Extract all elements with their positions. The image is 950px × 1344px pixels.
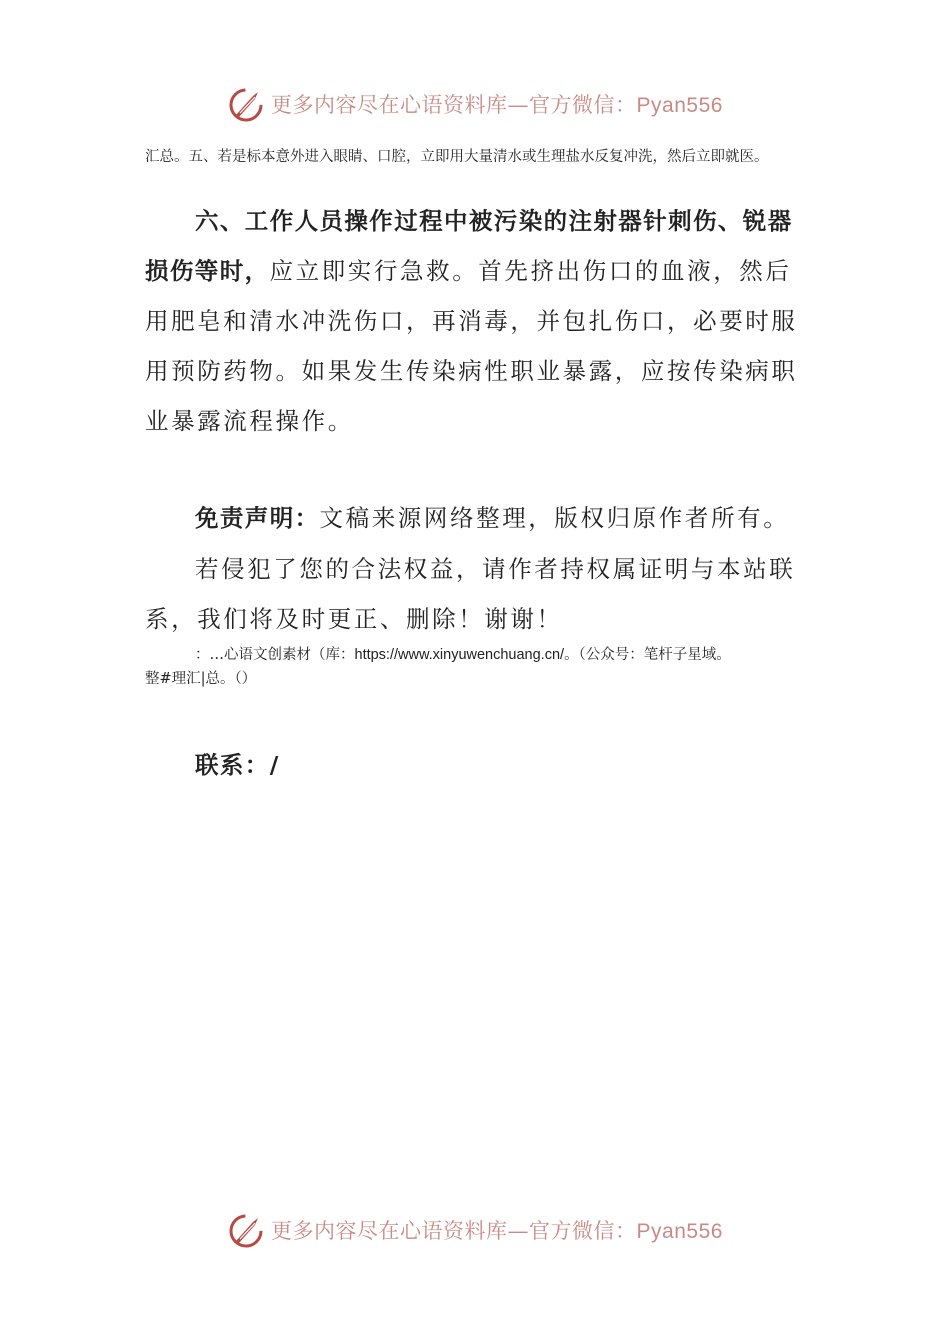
pen-circle-logo-icon	[227, 1210, 267, 1250]
source-paragraph: ：…心语文创素材（库：https://www.xinyuwenchuang.cn/。（公众号：笔杆子星域。 整#理汇|总。（）	[145, 647, 731, 687]
header-banner	[0, 82, 950, 126]
section-six-heading: 六、工作人员操作过程中被污染的注射器针刺伤、锐器损伤等时，	[145, 207, 793, 285]
section-six-text: 应立即实行急救。首先挤出伤口的血液，然后用肥皂和清水冲洗伤口，再消毒，并包扎伤口，必要时服用预防药物。如果发生传染病性职业暴露，应按传染病职业暴露流程操作。	[145, 257, 798, 435]
infringement-paragraph	[145, 544, 807, 644]
contact-paragraph	[145, 740, 807, 790]
section-six-paragraph	[145, 196, 807, 446]
banner-text: 更多内容尽在心语资料库—官方微信：Pyan556	[271, 93, 723, 117]
footer-banner	[0, 1208, 950, 1252]
contact-label: 联系：/	[195, 751, 280, 779]
disclaimer-paragraph	[145, 493, 807, 543]
disclaimer-text: 文稿来源网络整理，版权归原作者所有。	[319, 504, 790, 532]
banner-text: 更多内容尽在心语资料库—官方微信：Pyan556	[271, 1219, 723, 1243]
intro-small-paragraph: 汇总。五、若是标本意外进入眼睛、口腔，立即用大量清水或生理盐水反复冲洗，然后立即就医。	[145, 149, 769, 165]
source-url: https://www.xinyuwenchuang.cn/	[354, 647, 565, 663]
disclaimer-label: 免责声明：	[195, 504, 320, 532]
pen-circle-logo-icon	[227, 84, 267, 124]
infringement-text: 若侵犯了您的合法权益，请作者持权属证明与本站联系，我们将及时更正、删除！谢谢！	[145, 555, 796, 633]
